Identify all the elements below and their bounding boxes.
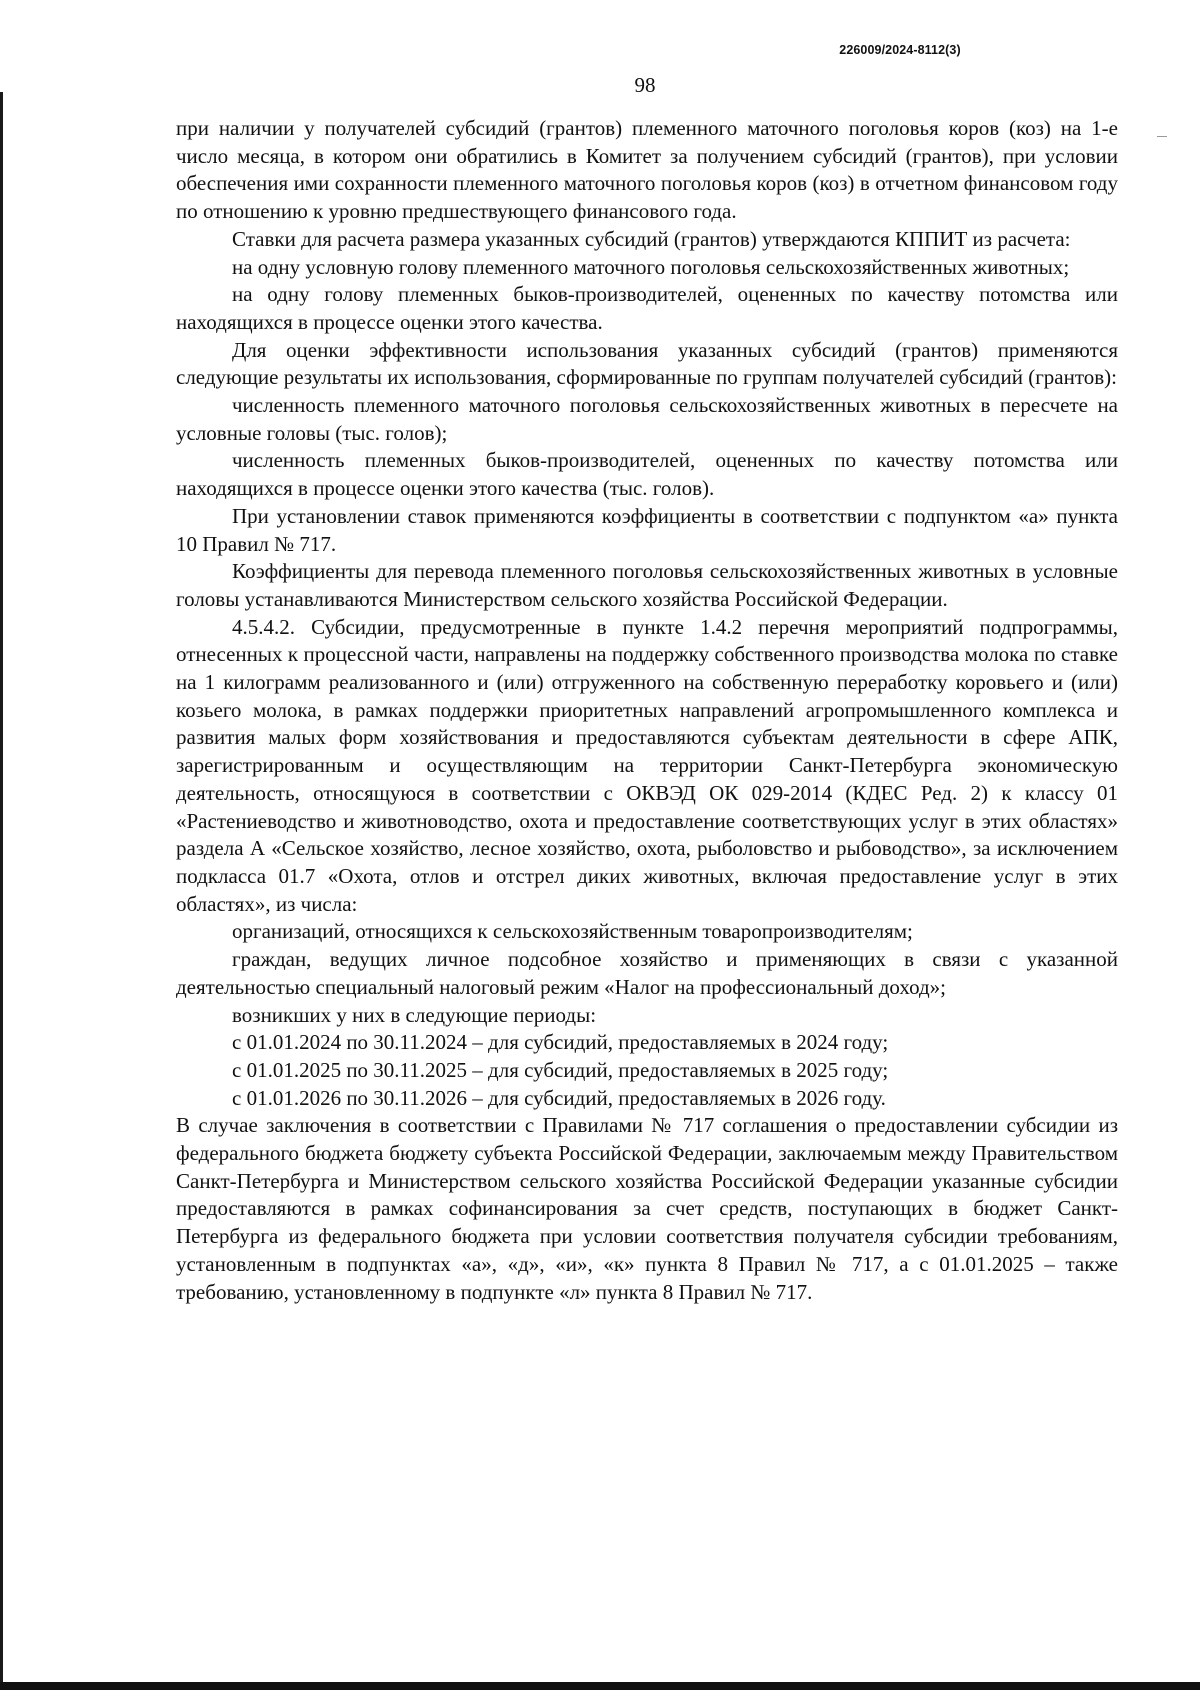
paragraph-rates-intro: Ставки для расчета размера указанных субсидий (грантов) утверждаются КППИТ из расчета: [232, 226, 1071, 251]
paragraph-coefficients: При установлении ставок применяются коэффициенты в соответствии с подпунктом «а» пункта 10 Правил № 717. [176, 503, 1118, 556]
paragraph-section-4-5-4-2: 4.5.4.2. Субсидии, предусмотренные в пункте 1.4.2 перечня мероприятий подпрограммы, отнесенных к процессной части, направлены на поддержку собственного производства молока по ставке на 1 килограмм реализованного и (или) отгруженного на собственную переработку коровьего и (или) козьего молока, в рамках поддержки приоритетных направлений агропромышленного комплекса и развития малых форм хозяйствования и предоставляются субъектам деятельности в сфере АПК, зарегистрированным и осуществляющим на территории Санкт-Петербурга экономическую деятельность, относящуюся в соответствии с ОКВЭД ОК 029-2014 (КДЕС Ред. 2) к классу 01 «Растениеводство и животноводство, охота и предоставление соответствующих услуг в этих областях» раздела А «Сельское хозяйство, лесное хозяйство, охота, рыболовство и рыбоводство», за исключением подкласса 01.7 «Охота, отлов и отстрел диких животных, включая предоставление услуг в этих областях», из числа: [176, 614, 1118, 916]
paragraph-period: с 01.01.2025 по 30.11.2025 – для субсидий, предоставляемых в 2025 году; [232, 1057, 889, 1082]
paragraph-result-item: численность племенного маточного поголовья сельскохозяйственных животных в пересчете на условные головы (тыс. голов); [176, 393, 1118, 445]
paragraph-continuation: при наличии у получателей субсидий (грантов) племенного маточного поголовья коров (коз) на 1-е число месяца, в котором они обратились в Комитет за получением субсидий (грантов), при условии обеспечения ими сохранности племенного маточного поголовья коров (коз) в отчетном финансовом году по отношению к уровню предшествующего финансового года. [176, 116, 1118, 224]
scan-margin-mark [1157, 136, 1167, 137]
paragraph-federal-cofinancing: В случае заключения в соответствии с Правилами № 717 соглашения о предоставлении субсидии из федерального бюджета бюджету субъекта Российской Федерации, заключаемым между Правительством Санкт-Петербурга и Министерством сельского хозяйства Российской Федерации указанные субсидии предоставляются в рамках софинансирования за счет средств, поступающих в бюджет Санкт-Петербурга из федерального бюджета при условии соответствия получателя субсидии требованиям, установленным в подпунктах «а», «д», «и», «к» пункта 8 Правил № 717, а с 01.01.2025 – также требованию, установленному в подпункте «л» пункта 8 Правил № 717. [176, 1113, 1118, 1304]
scan-left-edge [0, 92, 3, 1682]
paragraph-list-item: организаций, относящихся к сельскохозяйственным товаропроизводителям; [232, 919, 913, 944]
paragraph-rate-item: на одну условную голову племенного маточного поголовья сельскохозяйственных животных; [232, 254, 1070, 279]
paragraph-efficiency: Для оценки эффективности использования указанных субсидий (грантов) применяются следующие результаты их использования, сформированные по группам получателей субсидий (грантов): [176, 337, 1118, 390]
document-body [176, 115, 1118, 1306]
paragraph-coefficients-ministry: Коэффициенты для перевода племенного поголовья сельскохозяйственных животных в условные головы устанавливаются Министерством сельского хозяйства Российской Федерации. [176, 559, 1118, 611]
paragraph-period: с 01.01.2026 по 30.11.2026 – для субсидий, предоставляемых в 2026 году. [232, 1085, 886, 1110]
paragraph-list-item: граждан, ведущих личное подсобное хозяйство и применяющих в связи с указанной деятельностью специальный налоговый режим «Налог на профессиональный доход»; [176, 947, 1118, 999]
paragraph-rate-item: на одну голову племенных быков-производителей, оцененных по качеству потомства или находящихся в процессе оценки этого качества. [176, 282, 1118, 334]
paragraph-period: с 01.01.2024 по 30.11.2024 – для субсидий, предоставляемых в 2024 году; [232, 1030, 889, 1055]
paragraph-periods-intro: возникших у них в следующие периоды: [232, 1002, 597, 1027]
page-number: 98 [634, 73, 656, 97]
registration-number: 226009/2024-8112(3) [839, 43, 961, 57]
scan-bottom-edge [0, 1682, 1200, 1690]
paragraph-result-item: численность племенных быков-производителей, оцененных по качеству потомства или находящихся в процессе оценки этого качества (тыс. голов). [176, 448, 1118, 501]
